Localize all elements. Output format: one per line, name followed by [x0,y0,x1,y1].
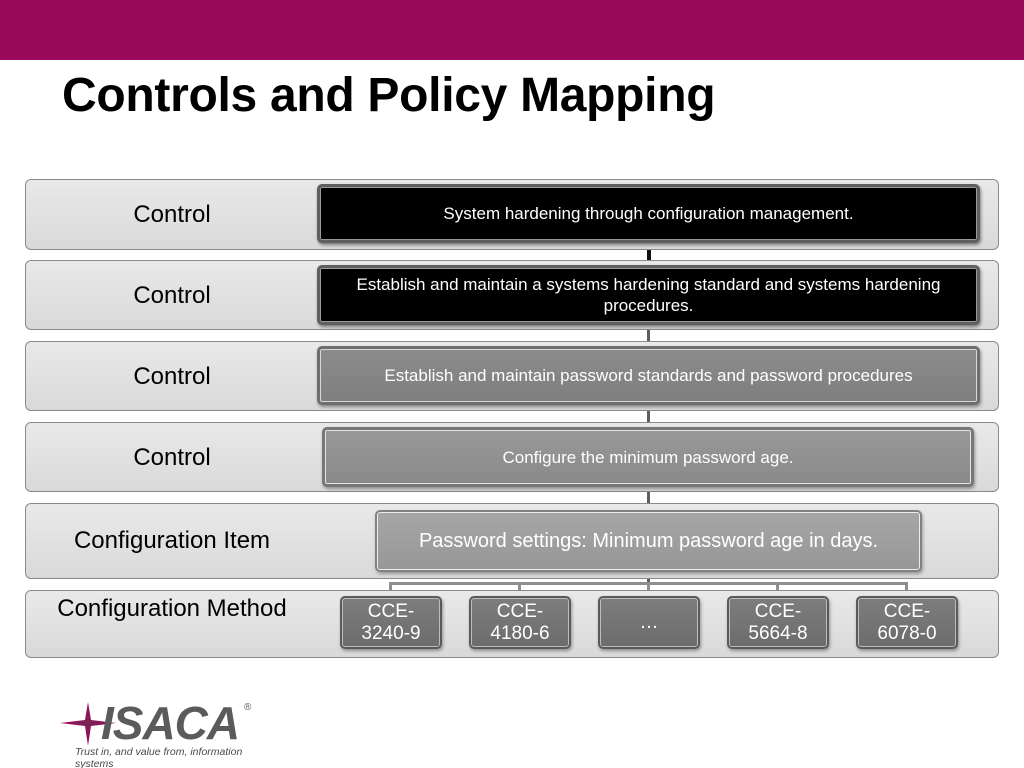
logo-registered-mark: ® [244,702,252,713]
level-label-4: Control [133,444,211,471]
level-label-3: Control [133,363,211,390]
top-accent-bar [0,0,1024,60]
level-label-1: Control [133,201,211,228]
method-node-ellipsis: … [598,596,700,649]
method-node-1: CCE-3240-9 [340,596,442,649]
isaca-logo [58,696,278,768]
slide-title: Controls and Policy Mapping [62,69,716,122]
control-node-1: System hardening through configuration management. [317,184,980,243]
level-label-5: Configuration Item [73,527,271,554]
control-node-2: Establish and maintain a systems hardening standard and systems hardening procedures. [317,265,980,325]
method-node-2: CCE-4180-6 [469,596,571,649]
configuration-item-node: Password settings: Minimum password age in days. [375,510,922,572]
level-label-2: Control [133,282,211,309]
logo-brand: ISACA [101,697,240,749]
method-node-5: CCE-6078-0 [856,596,958,649]
level-label-6: Configuration Method [57,595,287,622]
control-node-4: Configure the minimum password age. [322,427,974,487]
control-node-3: Establish and maintain password standards and password procedures [317,346,980,405]
logo-tagline: Trust in, and value from, information systems [75,746,243,768]
method-node-4: CCE-5664-8 [727,596,829,649]
